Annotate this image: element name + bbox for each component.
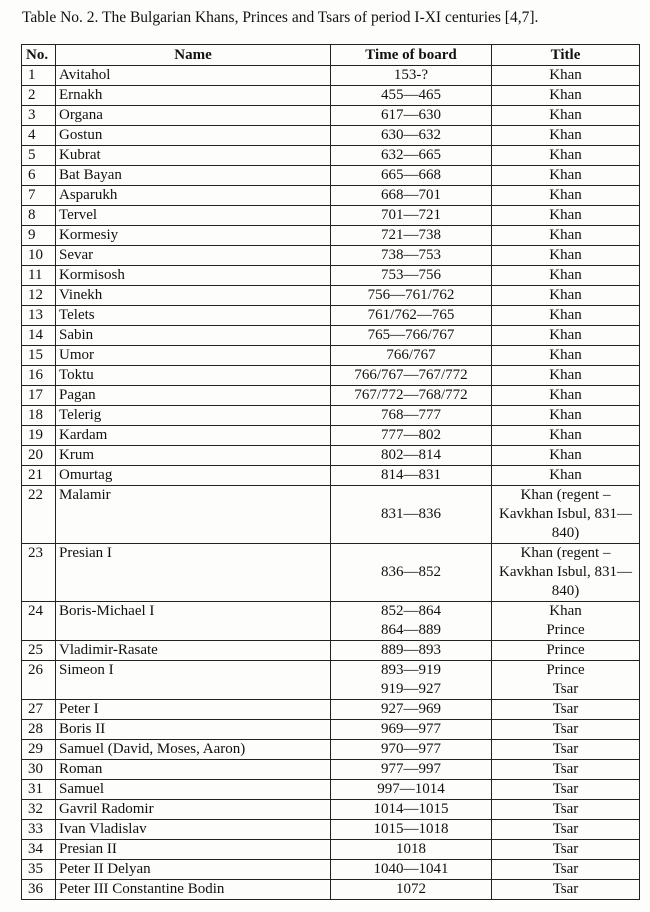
cell-name: Malamir — [56, 486, 331, 544]
cell-time-of-board — [331, 326, 492, 346]
table-row — [22, 426, 640, 446]
cell-title — [492, 641, 640, 661]
cell-time-of-board — [331, 720, 492, 740]
cell-no: 22 — [22, 486, 56, 544]
header-no: No. — [22, 45, 56, 66]
cell-no: 21 — [22, 466, 56, 486]
cell-no: 10 — [22, 246, 56, 266]
cell-title — [492, 366, 640, 386]
cell-name: Gavril Radomir — [56, 800, 331, 820]
cell-name: Samuel — [56, 780, 331, 800]
table-row — [22, 740, 640, 760]
cell-no: 19 — [22, 426, 56, 446]
time-line: 1018 — [396, 841, 426, 857]
cell-no: 1 — [22, 66, 56, 86]
cell-title — [492, 760, 640, 780]
title-line: Tsar — [552, 781, 579, 797]
cell-name: Kormisosh — [56, 266, 331, 286]
table-row — [22, 146, 640, 166]
header-title: Title — [492, 45, 640, 66]
cell-name: Krum — [56, 446, 331, 466]
cell-no: 18 — [22, 406, 56, 426]
cell-name: Simeon I — [56, 661, 331, 700]
cell-title — [492, 486, 640, 544]
time-line: 1072 — [396, 881, 426, 897]
title-line: Khan — [549, 207, 582, 223]
cell-name: Gostun — [56, 126, 331, 146]
cell-time-of-board — [331, 226, 492, 246]
table-caption: Table No. 2. The Bulgarian Khans, Princes and Tsars of period I-XI centuries [4,7]. — [22, 9, 539, 26]
table-row — [22, 466, 640, 486]
time-line: 721—738 — [381, 227, 441, 243]
cell-title — [492, 126, 640, 146]
time-line: 997—1014 — [377, 781, 445, 797]
title-line: Khan — [549, 387, 582, 403]
cell-title — [492, 86, 640, 106]
cell-title — [492, 446, 640, 466]
cell-no: 36 — [22, 880, 56, 900]
table-header-row — [22, 45, 640, 66]
cell-no: 13 — [22, 306, 56, 326]
title-line: Khan — [549, 247, 582, 263]
time-line: 1014—1015 — [373, 801, 449, 817]
cell-title — [492, 146, 640, 166]
cell-name: Toktu — [56, 366, 331, 386]
title-line: Khan (regent – — [520, 487, 611, 503]
cell-name: Pagan — [56, 386, 331, 406]
cell-no: 23 — [22, 544, 56, 602]
cell-no: 26 — [22, 661, 56, 700]
title-line: Khan — [549, 147, 582, 163]
table-row — [22, 126, 640, 146]
time-line: 777—802 — [381, 427, 441, 443]
time-line: 768—777 — [381, 407, 441, 423]
cell-no: 5 — [22, 146, 56, 166]
table-row — [22, 820, 640, 840]
time-line: 836—852 — [381, 564, 441, 580]
title-line: Khan — [549, 407, 582, 423]
title-line: 840) — [551, 583, 580, 599]
cell-title — [492, 166, 640, 186]
cell-no: 8 — [22, 206, 56, 226]
cell-time-of-board — [331, 266, 492, 286]
title-line: Prince — [546, 622, 585, 638]
cell-time-of-board — [331, 700, 492, 720]
cell-no: 33 — [22, 820, 56, 840]
title-line: Khan — [549, 427, 582, 443]
table-row — [22, 800, 640, 820]
time-line: 630—632 — [381, 127, 441, 143]
title-line: Khan — [549, 187, 582, 203]
table-row — [22, 346, 640, 366]
cell-no: 3 — [22, 106, 56, 126]
cell-title — [492, 306, 640, 326]
time-line: 668—701 — [381, 187, 441, 203]
time-line: 814—831 — [381, 467, 441, 483]
title-line: Tsar — [552, 821, 579, 837]
cell-no: 16 — [22, 366, 56, 386]
cell-no: 28 — [22, 720, 56, 740]
table-row — [22, 266, 640, 286]
table-row — [22, 226, 640, 246]
cell-no: 31 — [22, 780, 56, 800]
time-line: 831—836 — [381, 506, 441, 522]
table-row — [22, 186, 640, 206]
cell-name: Boris II — [56, 720, 331, 740]
cell-time-of-board — [331, 346, 492, 366]
cell-no: 27 — [22, 700, 56, 720]
cell-title — [492, 780, 640, 800]
cell-name: Asparukh — [56, 186, 331, 206]
title-line: Khan — [549, 127, 582, 143]
table-row — [22, 880, 640, 900]
cell-title — [492, 700, 640, 720]
title-line: Kavkhan Isbul, 831— — [499, 506, 632, 522]
title-line: Tsar — [552, 761, 579, 777]
cell-time-of-board — [331, 286, 492, 306]
time-line: 1015—1018 — [373, 821, 449, 837]
cell-time-of-board — [331, 780, 492, 800]
cell-name: Roman — [56, 760, 331, 780]
table-row — [22, 602, 640, 641]
header-name: Name — [56, 45, 331, 66]
cell-time-of-board — [331, 544, 492, 602]
time-line: 701—721 — [381, 207, 441, 223]
time-line: 632—665 — [381, 147, 441, 163]
title-line: Khan — [549, 347, 582, 363]
cell-name: Kardam — [56, 426, 331, 446]
cell-no: 11 — [22, 266, 56, 286]
cell-name: Boris-Michael I — [56, 602, 331, 641]
cell-title — [492, 880, 640, 900]
cell-no: 34 — [22, 840, 56, 860]
cell-no: 32 — [22, 800, 56, 820]
cell-name: Organa — [56, 106, 331, 126]
time-line: 852—864 — [381, 603, 441, 619]
cell-time-of-board — [331, 66, 492, 86]
cell-title — [492, 820, 640, 840]
cell-title — [492, 840, 640, 860]
cell-name: Telets — [56, 306, 331, 326]
cell-no: 4 — [22, 126, 56, 146]
cell-no: 20 — [22, 446, 56, 466]
cell-title — [492, 66, 640, 86]
title-line: Kavkhan Isbul, 831— — [499, 564, 632, 580]
cell-name: Sabin — [56, 326, 331, 346]
title-line: Tsar — [552, 881, 579, 897]
title-line: Tsar — [552, 681, 579, 697]
table-row — [22, 780, 640, 800]
cell-time-of-board — [331, 126, 492, 146]
cell-title — [492, 661, 640, 700]
cell-name: Kubrat — [56, 146, 331, 166]
title-line: Khan — [549, 87, 582, 103]
title-line: 840) — [551, 525, 580, 541]
cell-name: Telerig — [56, 406, 331, 426]
cell-no: 29 — [22, 740, 56, 760]
time-line: 919—927 — [381, 681, 441, 697]
table-row — [22, 306, 640, 326]
table-row — [22, 246, 640, 266]
cell-time-of-board — [331, 486, 492, 544]
table-row — [22, 544, 640, 602]
table-row — [22, 106, 640, 126]
cell-no: 6 — [22, 166, 56, 186]
title-line: Khan — [549, 603, 582, 619]
title-line: Khan — [549, 287, 582, 303]
cell-title — [492, 426, 640, 446]
cell-no: 17 — [22, 386, 56, 406]
cell-name: Vinekh — [56, 286, 331, 306]
cell-time-of-board — [331, 366, 492, 386]
cell-title — [492, 246, 640, 266]
cell-title — [492, 226, 640, 246]
cell-time-of-board — [331, 602, 492, 641]
cell-time-of-board — [331, 760, 492, 780]
time-line: 665—668 — [381, 167, 441, 183]
cell-no: 12 — [22, 286, 56, 306]
title-line: Prince — [546, 662, 585, 678]
cell-title — [492, 406, 640, 426]
cell-time-of-board — [331, 426, 492, 446]
table-row — [22, 641, 640, 661]
cell-time-of-board — [331, 880, 492, 900]
cell-no: 9 — [22, 226, 56, 246]
title-line: Khan — [549, 327, 582, 343]
time-line: 802—814 — [381, 447, 441, 463]
cell-title — [492, 206, 640, 226]
cell-name: Ernakh — [56, 86, 331, 106]
cell-time-of-board — [331, 446, 492, 466]
time-line: 969—977 — [381, 721, 441, 737]
cell-title — [492, 860, 640, 880]
time-line: 766/767 — [386, 347, 436, 363]
cell-time-of-board — [331, 166, 492, 186]
cell-name: Omurtag — [56, 466, 331, 486]
cell-no: 14 — [22, 326, 56, 346]
time-line: 756—761/762 — [367, 287, 455, 303]
time-line: 738—753 — [381, 247, 441, 263]
title-line: Tsar — [552, 721, 579, 737]
cell-time-of-board — [331, 661, 492, 700]
time-line: 767/772—768/772 — [354, 387, 468, 403]
time-line: 753—756 — [381, 267, 441, 283]
title-line: Tsar — [552, 801, 579, 817]
cell-name: Ivan Vladislav — [56, 820, 331, 840]
cell-title — [492, 106, 640, 126]
table-body — [22, 66, 640, 900]
table-row — [22, 661, 640, 700]
cell-name: Peter II Delyan — [56, 860, 331, 880]
cell-title — [492, 800, 640, 820]
cell-title — [492, 346, 640, 366]
time-line: 977—997 — [381, 761, 441, 777]
title-line: Khan (regent – — [520, 545, 611, 561]
table-row — [22, 86, 640, 106]
table-row — [22, 720, 640, 740]
cell-name: Bat Bayan — [56, 166, 331, 186]
time-line: 765—766/767 — [367, 327, 455, 343]
cell-no: 7 — [22, 186, 56, 206]
time-line: 761/762—765 — [367, 307, 455, 323]
cell-time-of-board — [331, 641, 492, 661]
table-row — [22, 286, 640, 306]
time-line: 970—977 — [381, 741, 441, 757]
cell-time-of-board — [331, 146, 492, 166]
cell-title — [492, 544, 640, 602]
table-row — [22, 406, 640, 426]
table-row — [22, 840, 640, 860]
cell-time-of-board — [331, 246, 492, 266]
cell-title — [492, 326, 640, 346]
table-row — [22, 366, 640, 386]
cell-no: 30 — [22, 760, 56, 780]
title-line: Tsar — [552, 741, 579, 757]
time-line: 617—630 — [381, 107, 441, 123]
time-line: 766/767—767/772 — [354, 367, 468, 383]
cell-title — [492, 386, 640, 406]
cell-time-of-board — [331, 800, 492, 820]
title-line: Khan — [549, 447, 582, 463]
table-row — [22, 760, 640, 780]
cell-name: Samuel (David, Moses, Aaron) — [56, 740, 331, 760]
cell-title — [492, 266, 640, 286]
cell-no: 2 — [22, 86, 56, 106]
cell-time-of-board — [331, 306, 492, 326]
cell-no: 15 — [22, 346, 56, 366]
title-line: Tsar — [552, 701, 579, 717]
title-line: Khan — [549, 107, 582, 123]
title-line: Khan — [549, 467, 582, 483]
cell-time-of-board — [331, 406, 492, 426]
cell-name: Umor — [56, 346, 331, 366]
title-line: Khan — [549, 367, 582, 383]
cell-no: 24 — [22, 602, 56, 641]
cell-name: Vladimir-Rasate — [56, 641, 331, 661]
cell-name: Presian II — [56, 840, 331, 860]
cell-title — [492, 740, 640, 760]
table-row — [22, 66, 640, 86]
cell-time-of-board — [331, 86, 492, 106]
cell-time-of-board — [331, 206, 492, 226]
time-line: 893—919 — [381, 662, 441, 678]
cell-time-of-board — [331, 860, 492, 880]
cell-title — [492, 186, 640, 206]
title-line: Khan — [549, 227, 582, 243]
table-row — [22, 860, 640, 880]
table-row — [22, 326, 640, 346]
table-row — [22, 386, 640, 406]
cell-no: 25 — [22, 641, 56, 661]
table-row — [22, 166, 640, 186]
cell-time-of-board — [331, 840, 492, 860]
title-line: Tsar — [552, 861, 579, 877]
cell-name: Tervel — [56, 206, 331, 226]
cell-time-of-board — [331, 106, 492, 126]
cell-time-of-board — [331, 386, 492, 406]
cell-title — [492, 466, 640, 486]
title-line: Prince — [546, 642, 585, 658]
time-line: 153-? — [393, 67, 429, 83]
time-line: 889—893 — [381, 642, 441, 658]
time-line: 455—465 — [381, 87, 441, 103]
time-line: 864—889 — [381, 622, 441, 638]
cell-title — [492, 286, 640, 306]
cell-no: 35 — [22, 860, 56, 880]
cell-name: Avitahol — [56, 66, 331, 86]
cell-name: Sevar — [56, 246, 331, 266]
title-line: Khan — [549, 307, 582, 323]
cell-name: Kormesiy — [56, 226, 331, 246]
title-line: Khan — [549, 267, 582, 283]
title-line: Khan — [549, 67, 582, 83]
cell-title — [492, 720, 640, 740]
rulers-table — [21, 44, 640, 900]
table-row — [22, 700, 640, 720]
cell-name: Peter III Constantine Bodin — [56, 880, 331, 900]
cell-time-of-board — [331, 740, 492, 760]
table-row — [22, 486, 640, 544]
table-row — [22, 206, 640, 226]
time-line: 927—969 — [381, 701, 441, 717]
title-line: Khan — [549, 167, 582, 183]
cell-title — [492, 602, 640, 641]
cell-name: Presian I — [56, 544, 331, 602]
cell-time-of-board — [331, 466, 492, 486]
title-line: Tsar — [552, 841, 579, 857]
table-row — [22, 446, 640, 466]
cell-name: Peter I — [56, 700, 331, 720]
header-time-of-board: Time of board — [331, 45, 492, 66]
time-line: 1040—1041 — [373, 861, 449, 877]
cell-time-of-board — [331, 186, 492, 206]
cell-time-of-board — [331, 820, 492, 840]
